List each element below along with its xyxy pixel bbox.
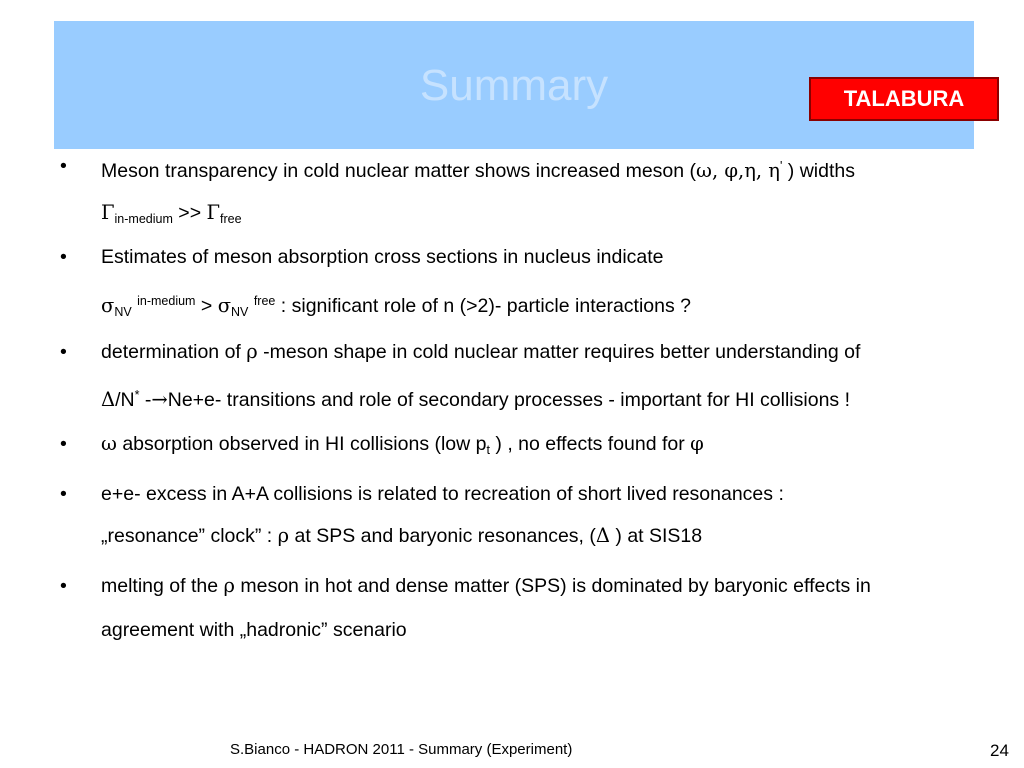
- eta-prime-symbol: η: [768, 159, 780, 182]
- text: -: [139, 389, 152, 411]
- text: Ne+e- transitions and role of secondary processes - important for HI collisions !: [167, 389, 850, 411]
- sigma-symbol: σ: [101, 294, 115, 317]
- subscript: NV: [114, 305, 132, 319]
- page-number: 24: [990, 741, 1009, 760]
- rho-symbol: ρ: [246, 340, 258, 363]
- text: /N: [115, 389, 135, 411]
- subscript: t: [486, 443, 490, 457]
- eta-symbol: η: [744, 159, 756, 182]
- bullet-marker: •: [60, 155, 67, 177]
- bullet-5-line-1: e+e- excess in A+A collisions is related to recreation of short lived resonances :: [101, 483, 784, 505]
- footer-text: S.Bianco - HADRON 2011 - Summary (Experiment): [230, 741, 573, 758]
- text: Meson transparency in cold nuclear matter shows increased meson (: [101, 160, 697, 182]
- bullet-2-line-2: [101, 289, 691, 324]
- talabura-badge: TALABURA: [809, 77, 999, 121]
- superscript: *: [134, 388, 140, 402]
- bullet-2-line-1: Estimates of meson absorption cross sections in nucleus indicate: [101, 246, 664, 268]
- text: ) , no effects found for: [490, 433, 691, 455]
- delta-symbol: Δ: [595, 524, 610, 547]
- text: -meson shape in cold nuclear matter requires better understanding of: [257, 341, 861, 363]
- text: determination of: [101, 341, 247, 363]
- phi-symbol: φ: [724, 159, 738, 182]
- rho-symbol: ρ: [223, 574, 235, 597]
- text: >: [195, 295, 218, 317]
- bullet-3-line-2: [101, 383, 850, 412]
- gamma-symbol: Γ: [101, 201, 115, 224]
- bullet-marker: •: [60, 341, 67, 363]
- arrow-symbol: →: [151, 388, 168, 411]
- bullet-6-line-1: [101, 574, 871, 598]
- bullet-3-line-1: [101, 340, 860, 364]
- delta-symbol: Δ: [101, 388, 116, 411]
- text: ) widths: [782, 160, 855, 182]
- rho-symbol: ρ: [277, 524, 290, 547]
- bullet-marker: •: [60, 246, 67, 268]
- subscript: NV: [231, 305, 249, 319]
- bullet-5-line-2: [101, 524, 702, 548]
- superscript: free: [253, 294, 276, 308]
- text: ) at SIS18: [609, 525, 703, 547]
- superscript: in-medium: [137, 294, 196, 308]
- bullet-marker: •: [60, 483, 67, 505]
- text: : significant role of n (>2)- particle interactions ?: [275, 295, 692, 317]
- bullet-6-line-2: agreement with „hadronic” scenario: [101, 619, 407, 641]
- sep: ,: [755, 159, 769, 182]
- text: absorption observed in HI collisions (low p: [116, 433, 487, 455]
- omega-symbol: ω: [101, 432, 117, 455]
- bullet-marker: •: [60, 433, 67, 455]
- bullet-4-line-1: [101, 432, 704, 462]
- text: >>: [172, 202, 207, 224]
- text: „resonance” clock” :: [101, 525, 278, 547]
- text: at SPS and baryonic resonances, (: [289, 525, 596, 547]
- bullet-1-line-1: [101, 154, 855, 183]
- subscript: free: [220, 212, 242, 226]
- sigma-symbol: σ: [217, 294, 232, 317]
- bullet-marker: •: [60, 575, 67, 597]
- prime-mark: ': [779, 159, 783, 173]
- slide-title: Summary: [419, 61, 609, 110]
- bullet-1-line-2: [101, 201, 242, 231]
- text: meson in hot and dense matter (SPS) is dominated by baryonic effects in: [234, 575, 871, 597]
- phi-symbol: φ: [690, 432, 704, 455]
- subscript: in-medium: [114, 212, 173, 226]
- gamma-symbol: Γ: [206, 201, 221, 224]
- sep: ,: [738, 159, 745, 182]
- text: melting of the: [101, 575, 224, 597]
- omega-symbol: ω: [696, 159, 712, 182]
- sep: ,: [711, 159, 725, 182]
